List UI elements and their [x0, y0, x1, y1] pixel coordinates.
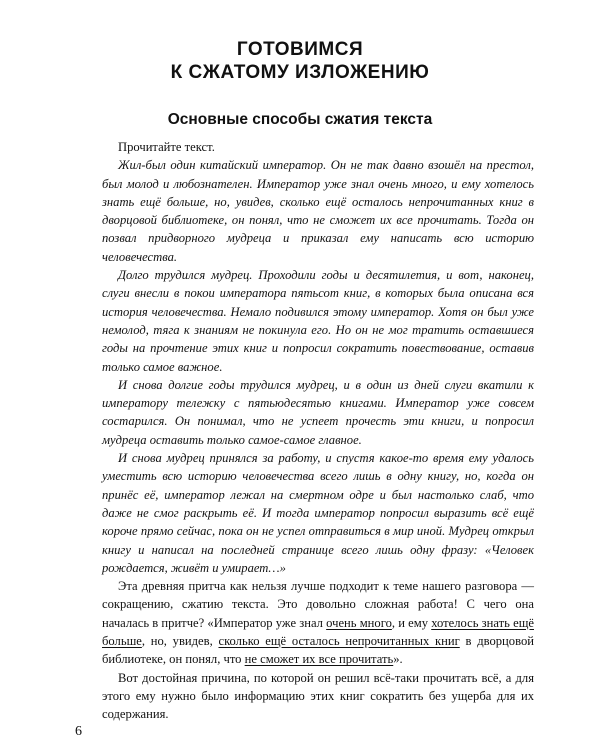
parable-paragraph: Долго трудился мудрец. Проходили годы и десятилетия, и вот, наконец, слуги внесли в покои императора пятьсот книг, в которых была описана вся история человечества. Немало подивился этому император. Хотя он был уже немолод, тяга к знаниям не покинула его. Но он не мог тратить оставшиеся годы на прочтение этих книг и попросил сократить повествование, оставив только самое важное. — [102, 268, 534, 374]
commentary-text: ». — [393, 652, 403, 667]
parable-paragraph: Жил-был один китайский император. Он не так давно взошёл на престол, был молод и любознателен. Император уже знал очень много, и ему хотелось знать ещё больше, но, увидев, сколько ещё осталось непрочитанных книг в дворцовой библиотеке, он понял, что не сможет их все прочитать. Тогда он позвал придворного мудреца и приказал ему написать всю историю человечества. — [102, 158, 534, 264]
commentary-text: Эта древняя притча как нельзя лучше подходит к теме нашего разговора — сокращению, сжатию текста. Это довольно сложная работа! С чего она началась в притче? «Император уже знал — [102, 579, 534, 630]
underlined-phrase: очень много — [326, 615, 392, 630]
chapter-title-line2: К СЖАТОМУ ИЗЛОЖЕНИЮ — [170, 62, 430, 83]
body-text — [102, 138, 534, 724]
parable-paragraph: И снова долгие годы трудился мудрец, и в один из дней слуги вкатили к императору тележку с пятьюдесятью книгами. Император уже совсем состарился. Он понимал, что не успеет прочесть эти книги, и попросил мудреца оставить только самое-самое главное. — [102, 377, 534, 447]
page-number: 6 — [75, 724, 82, 739]
parable-paragraph: И снова мудрец принялся за работу, и спустя какое-то время ему удалось уместить всю историю человечества всего лишь в одну книгу, но, когда он принёс её, император лежал на смертном одре и был настолько слаб, что даже не смог раскрыть её. И тогда император попросил выразить всё ещё короче прямо сейчас, пока он не успел отправиться в мир иной. Мудрец открыл книгу и написал на последней странице всего лишь одну фразу: «Человек рождается, живёт и умирает…» — [102, 451, 534, 575]
instruction-text: Прочитайте текст. — [118, 140, 215, 154]
underlined-phrase: сколько ещё осталось непрочитанных книг — [218, 634, 460, 649]
commentary-text: , и ему — [391, 615, 432, 630]
section-title: Основные способы сжатия текста — [167, 111, 433, 128]
chapter-title-line1: ГОТОВИМСЯ — [236, 39, 364, 60]
parable-text — [102, 156, 534, 577]
underlined-phrase: не сможет их все прочитать — [244, 652, 394, 667]
commentary-text: в дворцовой библиотеке, он понял, что — [102, 634, 534, 667]
commentary-text: , но, увидев, — [141, 634, 219, 649]
commentary-paragraph: Вот достойная причина, по которой он решил всё-таки прочитать всё, а для этого ему нужно было информацию этих книг сократить без ущерба для их содержания. — [102, 670, 534, 722]
commentary-paragraph — [102, 577, 534, 668]
underlined-phrase: хотелось знать ещё больше — [102, 615, 534, 649]
